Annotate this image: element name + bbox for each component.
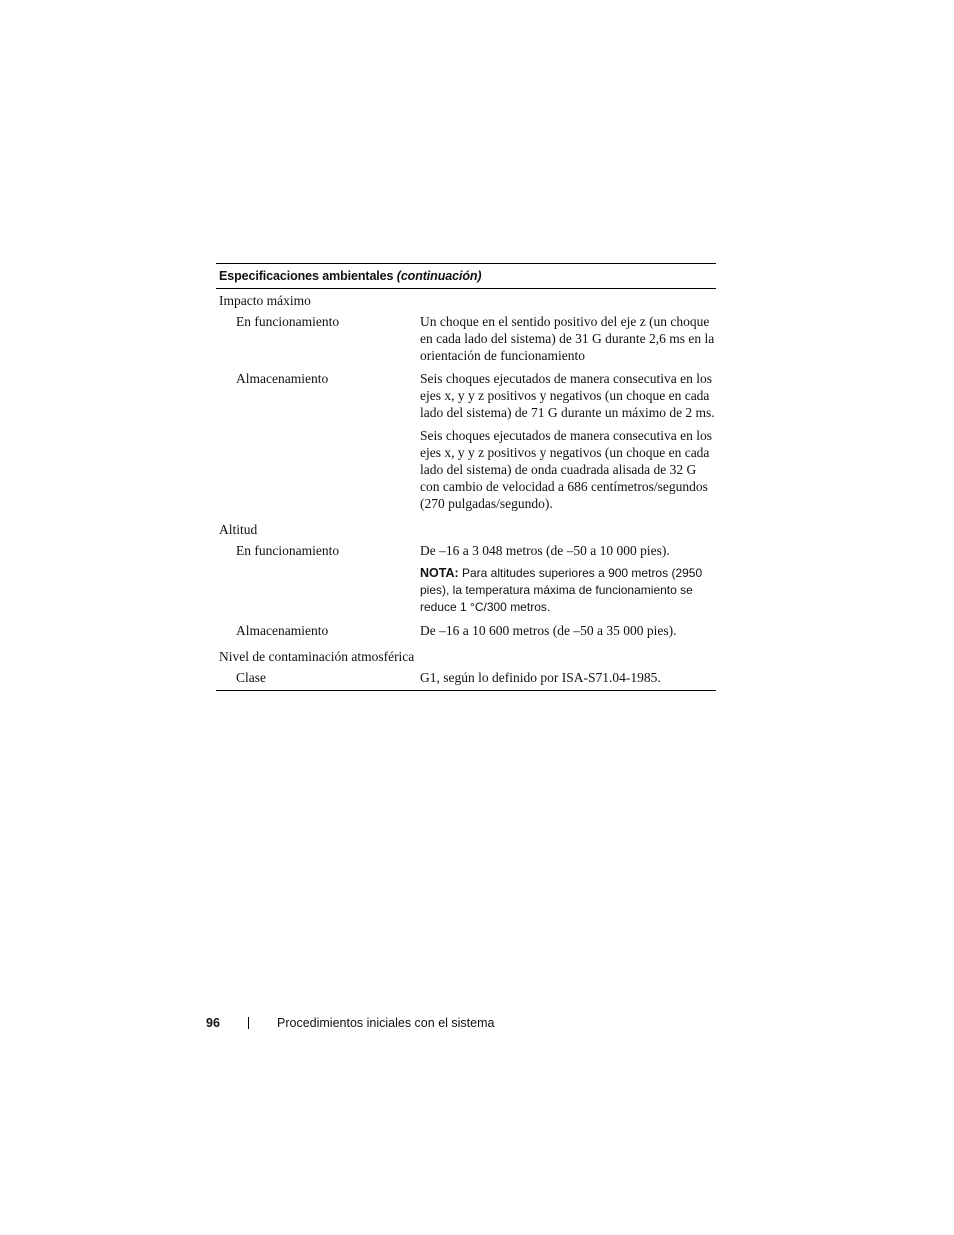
spec-paragraph: De –16 a 3 048 metros (de –50 a 10 000 pies). <box>420 543 670 558</box>
spec-row <box>216 622 716 645</box>
spec-value <box>420 622 716 645</box>
spec-row <box>216 313 716 370</box>
spec-value <box>420 669 716 686</box>
spec-value <box>420 370 716 518</box>
spec-paragraph: Seis choques ejecutados de manera consecutiva en los ejes x, y y z positivos y negativos (un choque en cada lado del sistema) de onda cuadrada alisada de 32 G con cambio de velocidad a 686 centímetros/segundos (270 pulgadas/segundo). <box>420 428 713 511</box>
environmental-spec-table <box>216 263 716 691</box>
table-title <box>216 264 716 289</box>
table-title-suffix: (continuación) <box>396 269 482 283</box>
spec-label: En funcionamiento <box>236 543 340 558</box>
spec-label: Almacenamiento <box>236 371 329 386</box>
spec-row <box>216 542 716 622</box>
footer-separator <box>248 1017 249 1029</box>
note-text: Para altitudes superiores a 900 metros (2950 pies), la temperatura máxima de funcionamiento se reduce 1 °C/300 metros. <box>420 566 703 614</box>
footer-section-title: Procedimientos iniciales con el sistema <box>277 1016 495 1030</box>
spec-paragraph: Seis choques ejecutados de manera consecutiva en los ejes x, y y z positivos y negativos (un choque en cada lado del sistema) de 71 G durante un máximo de 2 ms. <box>420 371 715 420</box>
spec-label: Clase <box>236 670 266 685</box>
page-number: 96 <box>206 1016 220 1030</box>
spec-label: Almacenamiento <box>236 623 329 638</box>
spec-label: En funcionamiento <box>236 314 340 329</box>
note <box>420 565 716 616</box>
spec-value <box>420 313 716 370</box>
table-title-text: Especificaciones ambientales <box>219 269 394 283</box>
group-heading-impacto: Impacto máximo <box>219 293 311 308</box>
group-heading-altitud: Altitud <box>219 522 258 537</box>
spec-paragraph: G1, según lo definido por ISA-S71.04-1985. <box>420 670 661 685</box>
note-label: NOTA: <box>420 566 459 580</box>
spec-paragraph: De –16 a 10 600 metros (de –50 a 35 000 pies). <box>420 623 677 638</box>
spec-row <box>216 370 716 518</box>
spec-value <box>420 542 716 622</box>
group-heading-contaminacion: Nivel de contaminación atmosférica <box>219 649 415 664</box>
page-footer <box>206 1014 494 1032</box>
spec-row <box>216 669 716 690</box>
spec-paragraph: Un choque en el sentido positivo del eje z (un choque en cada lado del sistema) de 31 G durante 2,6 ms en la orientación de funcionamiento <box>420 314 715 363</box>
